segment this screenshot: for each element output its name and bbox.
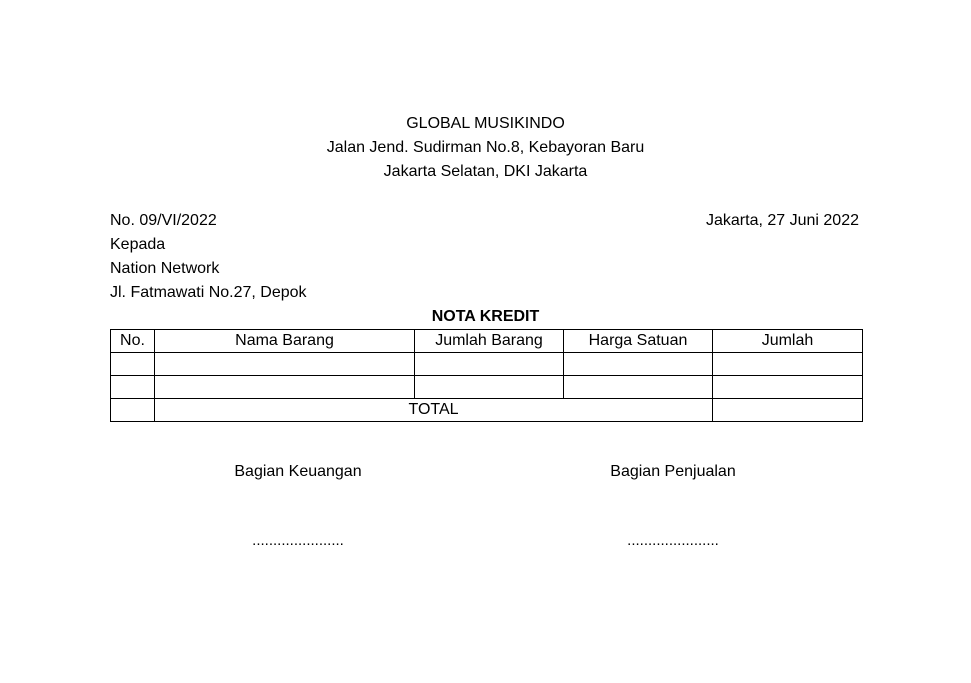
total-value-cell	[713, 399, 863, 422]
signature-line-penjualan: ......................	[627, 532, 719, 549]
recipient-address: Jl. Fatmawati No.27, Depok	[110, 284, 307, 301]
nota-kredit-table	[110, 329, 863, 422]
signature-line-keuangan: ......................	[252, 532, 344, 549]
table-cell	[564, 353, 713, 376]
company-address-line1: Jalan Jend. Sudirman No.8, Kebayoran Baru	[326, 139, 645, 156]
col-header-no: No.	[111, 330, 155, 353]
col-header-nama-barang: Nama Barang	[155, 330, 415, 353]
table-cell	[564, 376, 713, 399]
letter-date: Jakarta, 27 Juni 2022	[706, 212, 859, 229]
company-name: GLOBAL MUSIKINDO	[406, 115, 565, 132]
signature-label-keuangan: Bagian Keuangan	[234, 463, 362, 480]
table-row	[111, 376, 863, 399]
table-cell	[415, 353, 564, 376]
recipient-name: Nation Network	[110, 260, 220, 277]
company-address-line2: Jakarta Selatan, DKI Jakarta	[383, 163, 588, 180]
recipient-to-label: Kepada	[110, 236, 166, 253]
letter-number: No. 09/VI/2022	[110, 212, 217, 229]
table-cell	[415, 376, 564, 399]
table-cell	[713, 376, 863, 399]
table-cell	[111, 353, 155, 376]
table-cell	[713, 353, 863, 376]
table-cell	[155, 376, 415, 399]
col-header-jumlah: Jumlah	[713, 330, 863, 353]
table-row	[111, 353, 863, 376]
table-header-row	[111, 330, 863, 353]
col-header-jumlah-barang: Jumlah Barang	[415, 330, 564, 353]
table-cell	[111, 399, 155, 422]
table-cell	[155, 353, 415, 376]
document-title: NOTA KREDIT	[431, 308, 540, 325]
table-total-row	[111, 399, 863, 422]
table-cell	[111, 376, 155, 399]
signature-label-penjualan: Bagian Penjualan	[610, 463, 736, 480]
total-label: TOTAL	[155, 399, 713, 422]
col-header-harga-satuan: Harga Satuan	[564, 330, 713, 353]
